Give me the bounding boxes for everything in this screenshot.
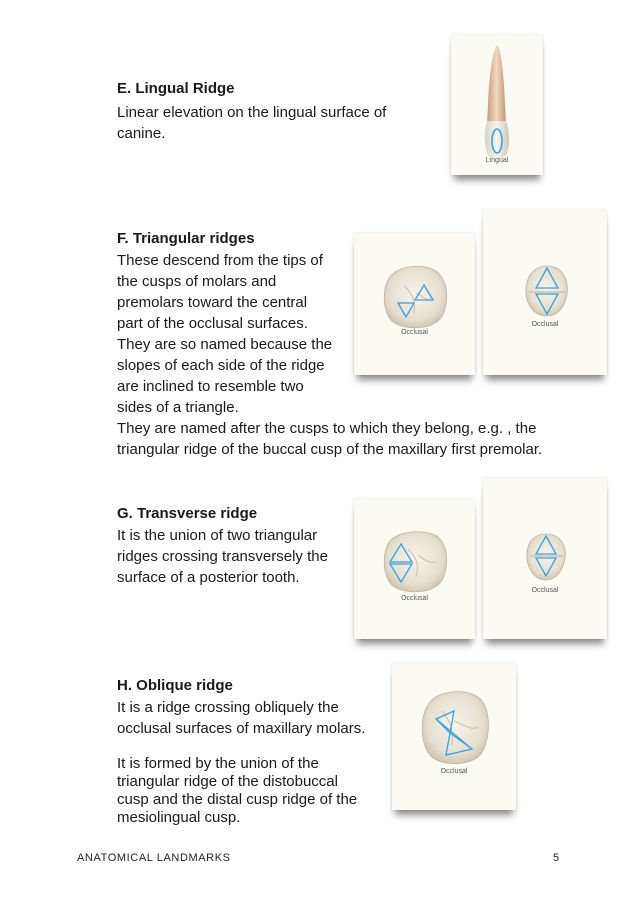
canine-tooth-illustration <box>451 35 543 175</box>
section-f-line: They are so named because the <box>117 336 333 353</box>
premolar-occlusal-illustration <box>483 210 607 375</box>
section-h-line: occlusal surfaces of maxillary molars. <box>117 720 366 737</box>
premolar-occlusal-illustration <box>483 478 607 639</box>
maxillary-molar-occlusal-illustration <box>392 663 516 810</box>
section-h-line: mesiolingual cusp. <box>117 809 241 826</box>
section-e-heading: E. Lingual Ridge <box>117 80 235 97</box>
triangular-ridge-premolar-figure <box>483 210 607 375</box>
section-f-line: premolars toward the central <box>117 294 308 311</box>
figure-label: Lingual <box>485 157 509 164</box>
section-h-heading: H. Oblique ridge <box>117 677 233 694</box>
figure-label: Occlusal <box>401 329 428 336</box>
lingual-ridge-figure <box>451 35 543 175</box>
section-f-line: They are named after the cusps to which they belong, e.g. , the <box>117 420 537 437</box>
section-g-line: It is the union of two triangular <box>117 527 318 544</box>
triangular-ridge-molar-figure <box>354 233 475 375</box>
page-number: 5 <box>553 852 560 864</box>
figure-label: Occlusal <box>401 595 428 602</box>
section-e-line: Linear elevation on the lingual surface of <box>117 104 387 121</box>
section-e-line: canine. <box>117 125 166 142</box>
section-f-line: are inclined to resemble two <box>117 378 304 395</box>
transverse-ridge-premolar-figure <box>483 478 607 639</box>
section-g-heading: G. Transverse ridge <box>117 505 258 522</box>
section-h-line: It is a ridge crossing obliquely the <box>117 699 339 716</box>
figure-label: Occlusal <box>531 321 559 328</box>
section-h-line: It is formed by the union of the <box>117 755 319 772</box>
footer-title: ANATOMICAL LANDMARKS <box>77 852 231 864</box>
section-g-line: surface of a posterior tooth. <box>117 569 300 586</box>
molar-occlusal-illustration <box>354 233 475 375</box>
section-h-line: triangular ridge of the distobuccal <box>117 773 338 790</box>
section-f-line: These descend from the tips of <box>117 252 323 269</box>
section-f-line: the cusps of molars and <box>117 273 277 290</box>
figure-label: Occlusal <box>531 587 559 594</box>
section-f-heading: F. Triangular ridges <box>117 230 255 247</box>
molar-occlusal-illustration <box>354 499 475 639</box>
oblique-ridge-figure <box>392 663 516 810</box>
section-h-line: cusp and the distal cusp ridge of the <box>117 791 358 808</box>
section-g-line: ridges crossing transversely the <box>117 548 328 565</box>
section-f-line: part of the occlusal surfaces. <box>117 315 308 332</box>
section-f-line: triangular ridge of the buccal cusp of the maxillary first premolar. <box>117 441 543 458</box>
transverse-ridge-molar-figure <box>354 499 475 639</box>
section-f-line: sides of a triangle. <box>117 399 239 416</box>
figure-label: Occlusal <box>440 768 468 775</box>
section-f-line: slopes of each side of the ridge <box>117 357 325 374</box>
